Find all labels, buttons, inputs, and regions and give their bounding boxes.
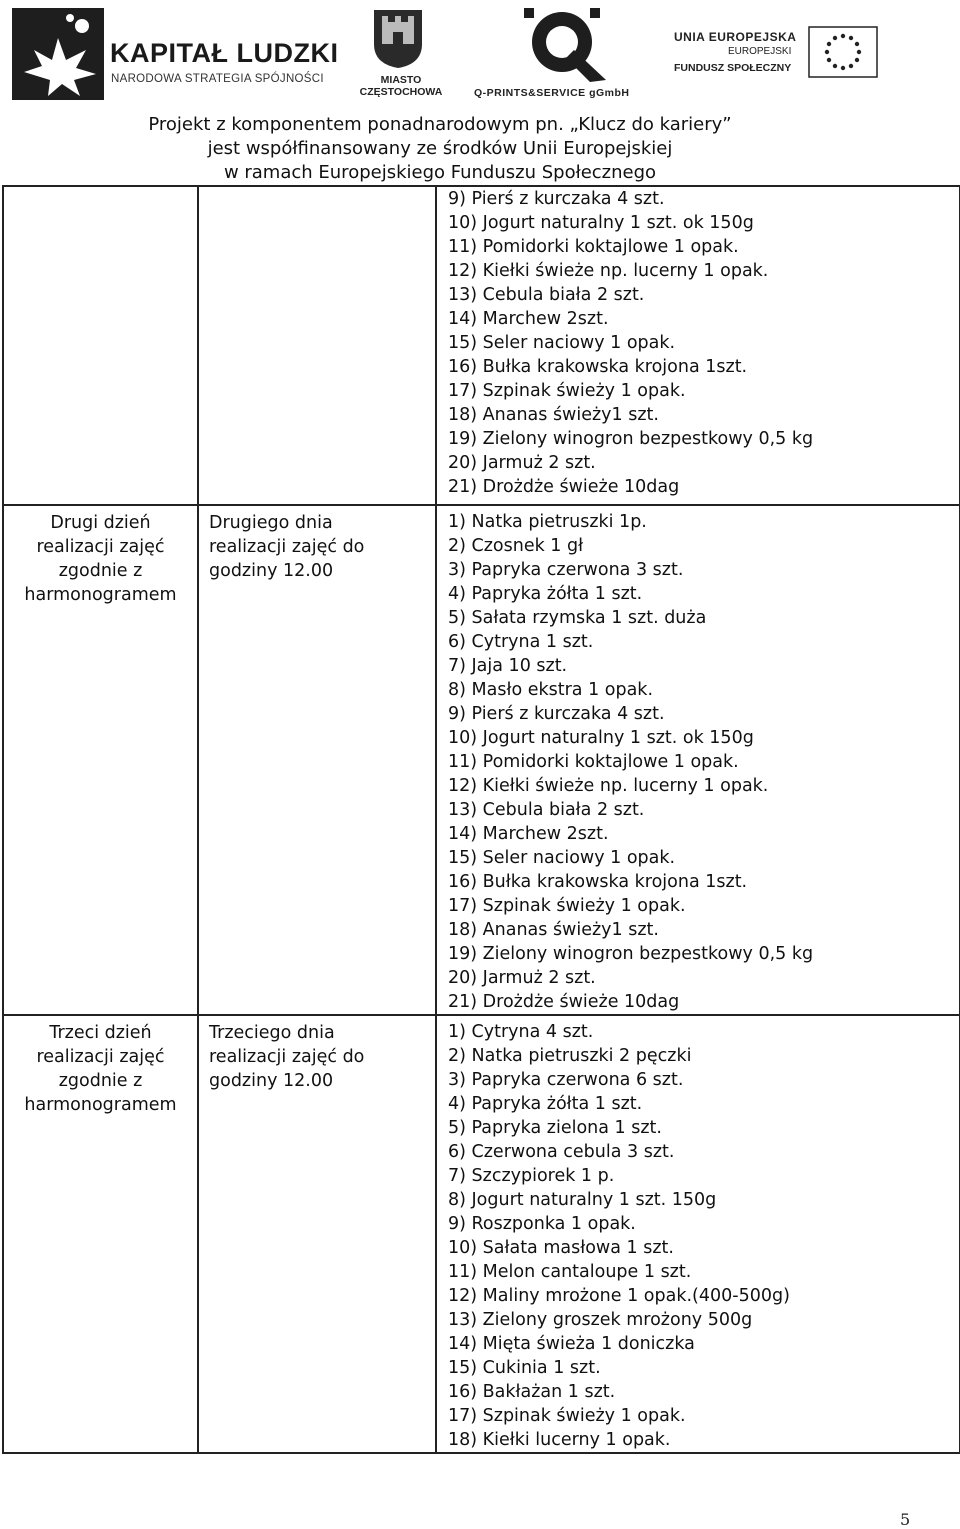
list-item: 9) Pierś z kurczaka 4 szt.	[448, 704, 665, 724]
list-item: 6) Cytryna 1 szt.	[448, 632, 594, 652]
list-item: 15) Cukinia 1 szt.	[448, 1358, 601, 1378]
list-item: 10) Jogurt naturalny 1 szt. ok 150g	[448, 213, 754, 233]
city-crest-icon	[372, 8, 424, 70]
list-item: 21) Drożdże świeże 10dag	[448, 992, 680, 1012]
list-item: 4) Papryka żółta 1 szt.	[448, 1094, 643, 1114]
list-item: 15) Seler naciowy 1 opak.	[448, 333, 676, 353]
list-item: 3) Papryka czerwona 6 szt.	[448, 1070, 684, 1090]
list-item: 18) Ananas świeży1 szt.	[448, 920, 659, 940]
list-item: 5) Papryka zielona 1 szt.	[448, 1118, 662, 1138]
project-line-1: Projekt z komponentem ponadnarodowym pn. „Klucz do kariery”	[148, 114, 732, 135]
list-item: 13) Cebula biała 2 szt.	[448, 800, 645, 820]
qprints-q-mark-icon	[516, 4, 626, 84]
list-item: 14) Mięta świeża 1 doniczka	[448, 1334, 695, 1354]
deadline-2-line: godziny 12.00	[209, 561, 334, 581]
list-item: 14) Marchew 2szt.	[448, 309, 609, 329]
project-statement	[0, 113, 880, 185]
list-item: 12) Kiełki świeże np. lucerny 1 opak.	[448, 776, 769, 796]
list-item: 18) Kiełki lucerny 1 opak.	[448, 1430, 671, 1450]
deadline-2-line: Drugiego dnia	[209, 513, 333, 533]
items-list-day-2	[437, 506, 959, 1014]
list-item: 16) Bułka krakowska krojona 1szt.	[448, 357, 748, 377]
shopping-list-table	[2, 185, 960, 1454]
list-item: 8) Jogurt naturalny 1 szt. 150g	[448, 1190, 717, 1210]
day-3-line: harmonogramem	[24, 1095, 177, 1115]
list-item: 19) Zielony winogron bezpestkowy 0,5 kg	[448, 944, 814, 964]
day-3-line: zgodnie z	[58, 1071, 143, 1091]
list-item: 18) Ananas świeży1 szt.	[448, 405, 659, 425]
list-item: 11) Melon cantaloupe 1 szt.	[448, 1262, 692, 1282]
qprints-logo	[466, 4, 662, 100]
eu-line-3: FUNDUSZ SPOŁECZNY	[674, 62, 792, 74]
eu-line-2: EUROPEJSKI	[728, 46, 792, 57]
table-row-continued	[3, 186, 960, 505]
eu-flag-icon	[808, 26, 878, 78]
eu-logo	[674, 20, 894, 90]
day-label-day-2	[4, 506, 197, 607]
list-item: 2) Natka pietruszki 2 pęczki	[448, 1046, 692, 1066]
list-item: 12) Kiełki świeże np. lucerny 1 opak.	[448, 261, 769, 281]
day-cell-empty	[3, 186, 198, 505]
deadline-cell-day-2	[198, 505, 436, 1015]
items-list-continued	[437, 187, 959, 499]
list-item: 13) Zielony groszek mrożony 500g	[448, 1310, 753, 1330]
list-item: 10) Sałata masłowa 1 szt.	[448, 1238, 674, 1258]
deadline-cell-day-3	[198, 1015, 436, 1453]
list-item: 17) Szpinak świeży 1 opak.	[448, 1406, 686, 1426]
list-item: 1) Natka pietruszki 1p.	[448, 512, 647, 532]
day-2-line: Drugi dzień	[50, 513, 151, 533]
kapital-ludzki-subtitle: NARODOWA STRATEGIA SPÓJNOŚCI	[111, 73, 324, 85]
list-item: 1) Cytryna 4 szt.	[448, 1022, 594, 1042]
kapital-ludzki-logo	[12, 8, 342, 98]
deadline-2-line: realizacji zajęć do	[209, 537, 365, 557]
list-item: 5) Sałata rzymska 1 szt. duża	[448, 608, 707, 628]
list-item: 6) Czerwona cebula 3 szt.	[448, 1142, 675, 1162]
list-item: 17) Szpinak świeży 1 opak.	[448, 381, 686, 401]
list-item: 14) Marchew 2szt.	[448, 824, 609, 844]
items-cell-continued	[436, 186, 960, 505]
table-row-day-2	[3, 505, 960, 1015]
items-list-day-3	[437, 1016, 959, 1452]
project-line-3: w ramach Europejskiego Funduszu Społecznego	[223, 162, 657, 183]
page-number: 5	[900, 1510, 911, 1529]
deadline-label-day-3	[199, 1016, 435, 1093]
list-item: 7) Jaja 10 szt.	[448, 656, 568, 676]
deadline-label-day-2	[199, 506, 435, 583]
city-line-2: CZĘSTOCHOWA	[359, 86, 443, 98]
list-item: 7) Szczypiorek 1 p.	[448, 1166, 615, 1186]
project-line-2: jest współfinansowany ze środków Unii Europejskiej	[207, 138, 673, 159]
list-item: 16) Bułka krakowska krojona 1szt.	[448, 872, 748, 892]
eu-line-1: UNIA EUROPEJSKA	[674, 30, 797, 44]
qprints-name: Q-PRINTS&SERVICE gGmbH	[474, 87, 630, 99]
kapital-ludzki-title: KAPITAŁ LUDZKI	[110, 38, 339, 68]
city-logo	[356, 8, 446, 100]
list-item: 16) Bakłażan 1 szt.	[448, 1382, 616, 1402]
day-label-day-3	[4, 1016, 197, 1117]
city-line-1: MIASTO	[380, 74, 422, 86]
list-item: 4) Papryka żółta 1 szt.	[448, 584, 643, 604]
list-item: 11) Pomidorki koktajlowe 1 opak.	[448, 237, 739, 257]
list-item: 12) Maliny mrożone 1 opak.(400-500g)	[448, 1286, 790, 1306]
list-item: 19) Zielony winogron bezpestkowy 0,5 kg	[448, 429, 814, 449]
table-row-day-3	[3, 1015, 960, 1453]
header-logos	[0, 0, 960, 110]
list-item: 9) Pierś z kurczaka 4 szt.	[448, 189, 665, 209]
day-2-line: realizacji zajęć	[36, 537, 165, 557]
deadline-3-line: Trzeciego dnia	[209, 1023, 335, 1043]
list-item: 10) Jogurt naturalny 1 szt. ok 150g	[448, 728, 754, 748]
list-item: 8) Masło ekstra 1 opak.	[448, 680, 654, 700]
day-cell-day-2	[3, 505, 198, 1015]
deadline-3-line: realizacji zajęć do	[209, 1047, 365, 1067]
day-2-line: harmonogramem	[24, 585, 177, 605]
list-item: 17) Szpinak świeży 1 opak.	[448, 896, 686, 916]
list-item: 21) Drożdże świeże 10dag	[448, 477, 680, 497]
list-item: 9) Roszponka 1 opak.	[448, 1214, 636, 1234]
list-item: 20) Jarmuż 2 szt.	[448, 968, 596, 988]
day-2-line: zgodnie z	[58, 561, 143, 581]
list-item: 13) Cebula biała 2 szt.	[448, 285, 645, 305]
day-3-line: Trzeci dzień	[49, 1023, 152, 1043]
day-3-line: realizacji zajęć	[36, 1047, 165, 1067]
kapital-ludzki-emblem-icon	[12, 8, 104, 100]
list-item: 11) Pomidorki koktajlowe 1 opak.	[448, 752, 739, 772]
city-name	[356, 74, 446, 98]
list-item: 15) Seler naciowy 1 opak.	[448, 848, 676, 868]
deadline-3-line: godziny 12.00	[209, 1071, 334, 1091]
items-cell-day-3	[436, 1015, 960, 1453]
shopping-list-table-wrapper	[2, 185, 959, 1450]
list-item: 2) Czosnek 1 gł	[448, 536, 584, 556]
list-item: 20) Jarmuż 2 szt.	[448, 453, 596, 473]
list-item: 3) Papryka czerwona 3 szt.	[448, 560, 684, 580]
items-cell-day-2	[436, 505, 960, 1015]
deadline-cell-empty	[198, 186, 436, 505]
day-cell-day-3	[3, 1015, 198, 1453]
